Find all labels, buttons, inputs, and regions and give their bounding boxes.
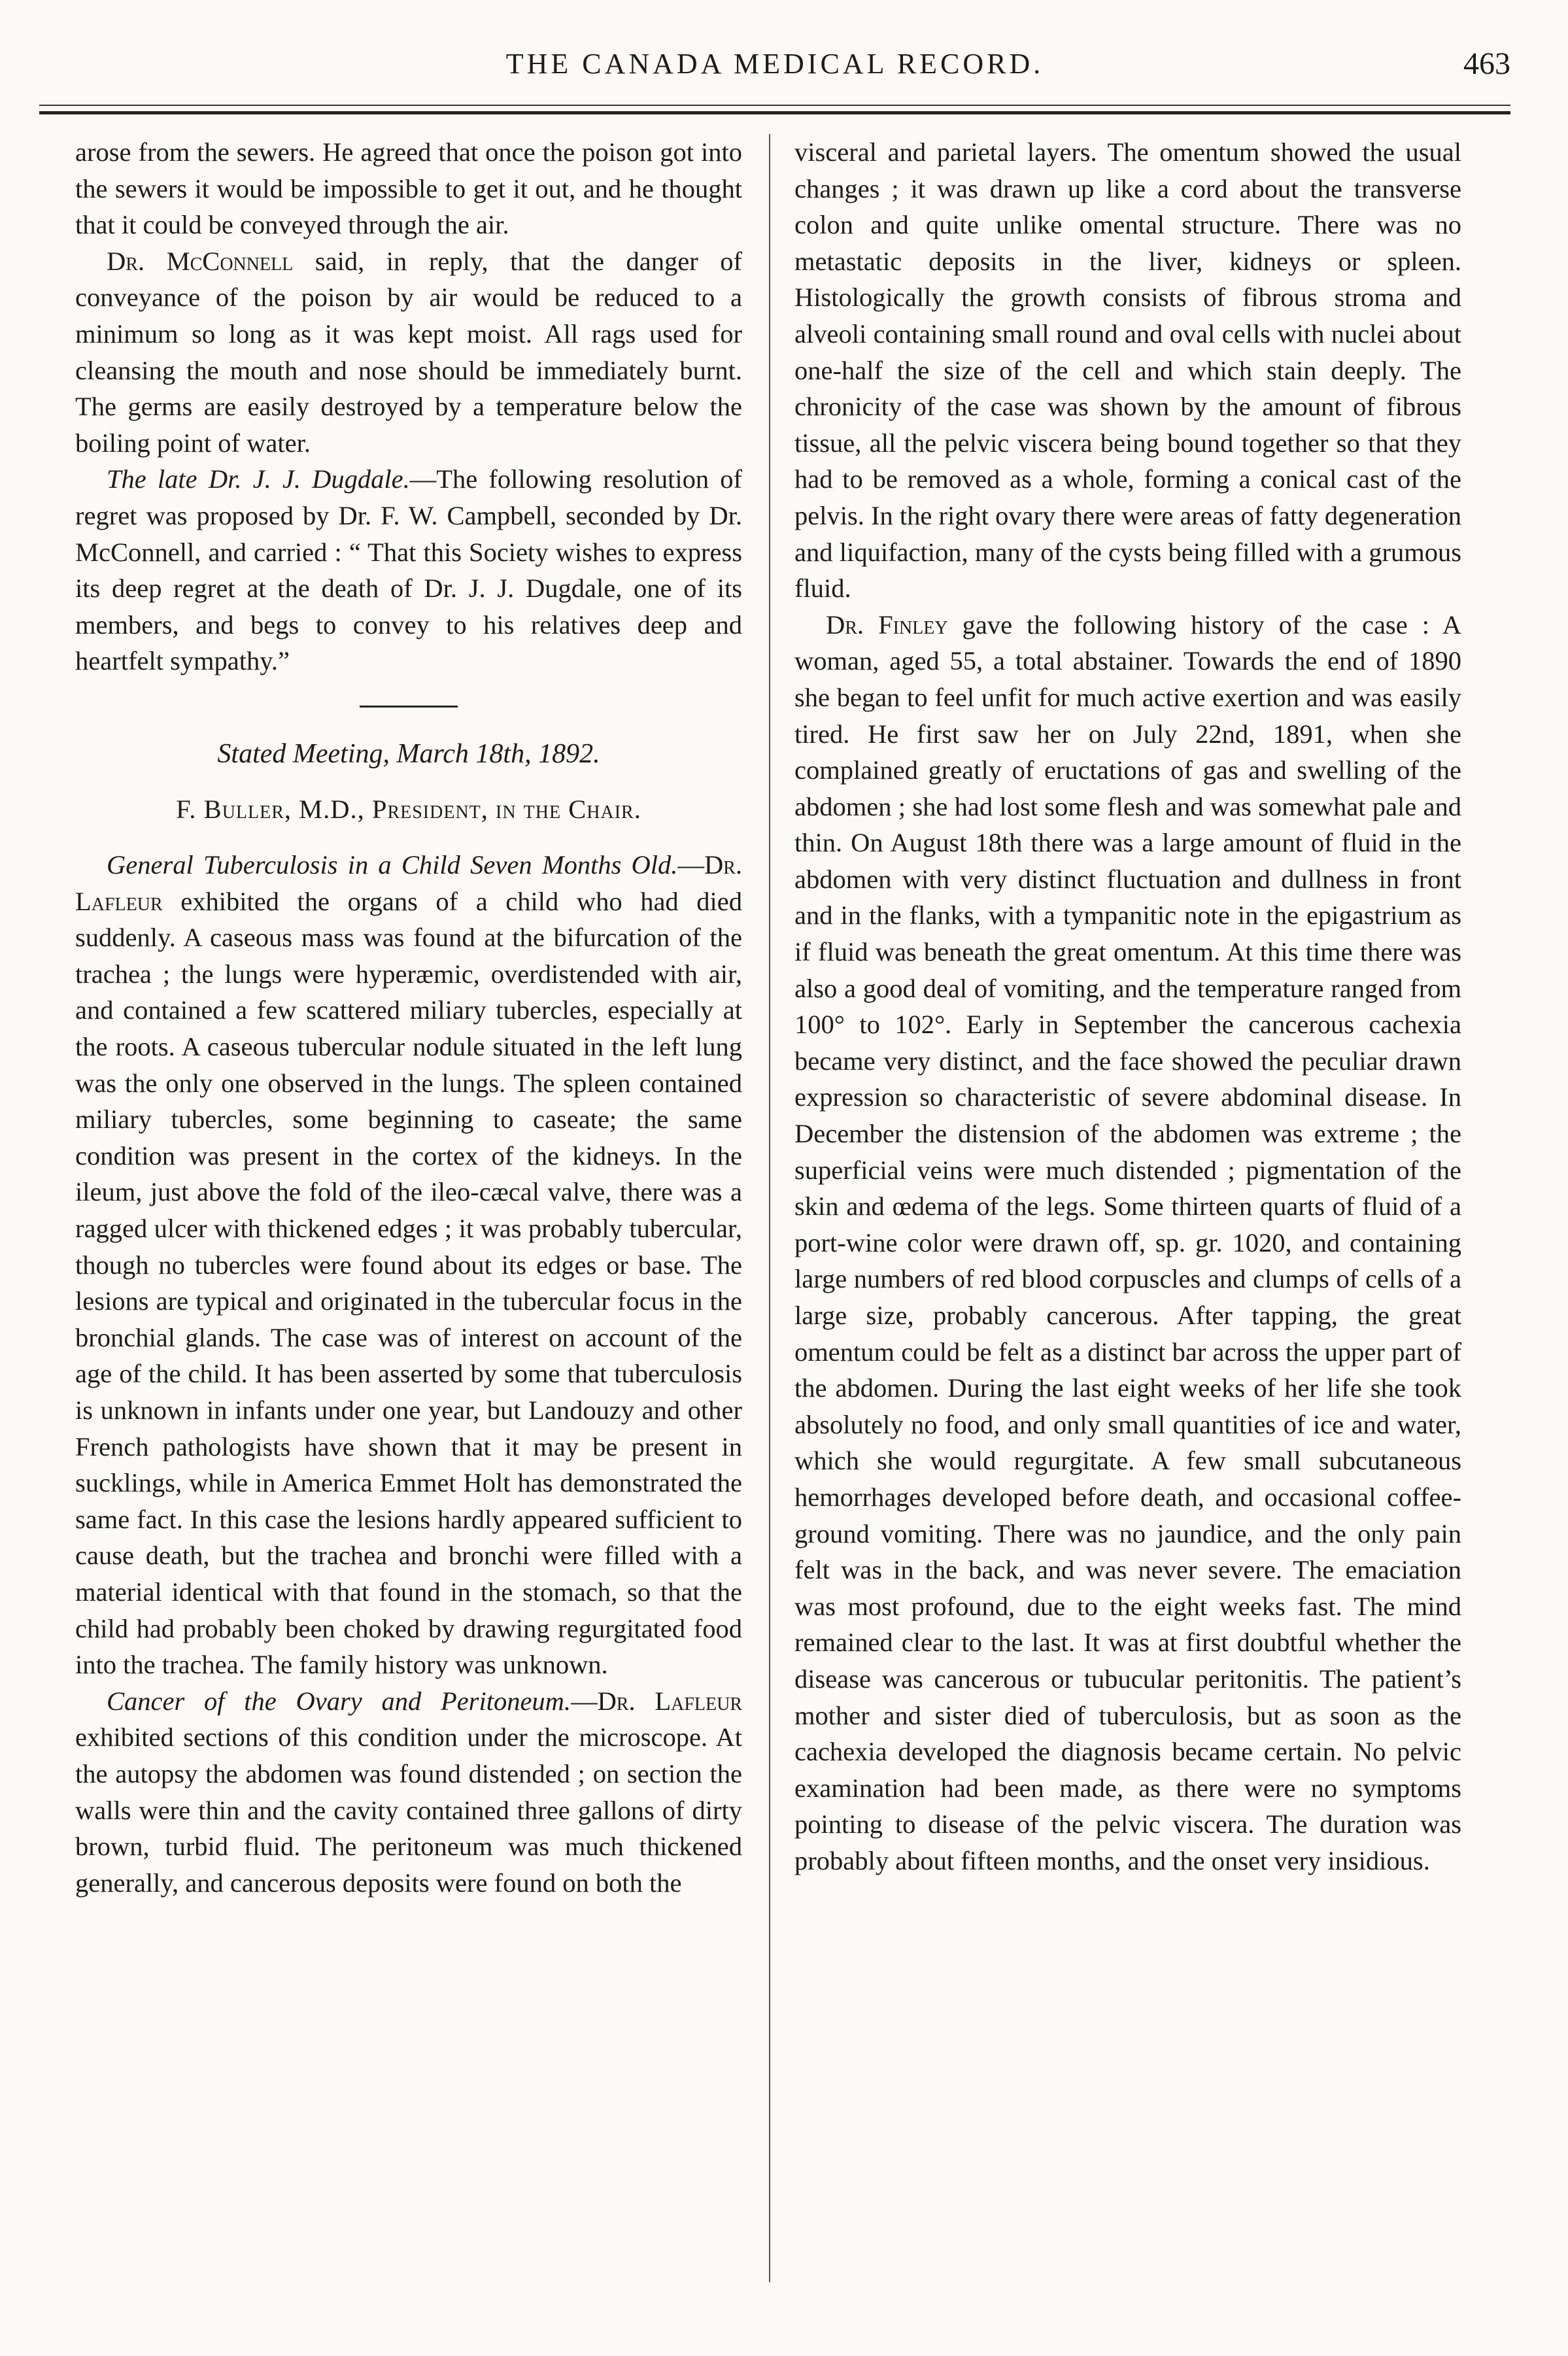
header-rule-thick — [39, 111, 1510, 114]
page-header — [39, 39, 1510, 98]
left-column — [75, 134, 742, 1901]
section-heading: General Tuberculosis in a Child Seven Months Old. — [107, 850, 678, 880]
meeting-title: Stated Meeting, March 18th, 1892. — [217, 738, 600, 769]
section-heading: Cancer of the Ovary and Peritoneum. — [107, 1686, 571, 1716]
speaker-name: Dr. Finley — [826, 609, 948, 640]
chair-line: F. Buller, M.D., President, in the Chair. — [176, 794, 641, 824]
paragraph-text: gave the following history of the case : A woman, aged 55, a total abstainer. Towards the end of 1890 she began to feel unfit for much active exertion and was easily tired. He first saw her on July 22nd, 1891, when she complained greatly of eructations of gas and swelling of the abdomen ; she had lost some flesh and was somewhat pale and thin. On August 18th there was a large amount of fluid in the abdomen with very distinct fluctuation and dullness in front and in the flanks, with a tympanitic note in the epigastrium as if fluid was beneath the great omentum. At this time there was also a good deal of vomiting, and the temperature ranged from 100° to 102°. Early in September the cancerous cachexia became very distinct, and the face showed the peculiar drawn expression so characteristic of severe abdominal disease. In December the distension of the abdomen was extreme ; the superficial veins were much distended ; pigmentation of the skin and œdema of the legs. Some thirteen quarts of fluid of a port-wine color were drawn off, sp. gr. 1020, and containing large numbers of red blood corpuscles and clumps of cells of a large size, probably cancerous. After tapping, the great omentum could be felt as a distinct bar across the upper part of the abdomen. During the last eight weeks of her life she took absolutely no food, and only small quantities of ice and water, which she would regurgitate. A few small subcutaneous hemorrhages developed before death, and occasional coffee-ground vomiting. There was no jaundice, and the only pain felt was in the back, and was never severe. The emaciation was most profound, due to the eight weeks fast. The mind remained clear to the last. It was at first doubtful whether the disease was cancerous or tubucular peritonitis. The patient’s mother and sister died of tuberculosis, but as soon as the cachexia developed the diagnosis became certain. No pelvic examination had been made, as there were no symptoms pointing to disease of the pelvic viscera. The duration was probably about fifteen months, and the onset very insidious. — [794, 609, 1462, 1875]
paragraph-ovary-cancer — [75, 1683, 742, 1902]
paragraph-finley-history — [794, 607, 1461, 1879]
paragraph-text: exhibited sections of this condition under the microscope. At the autopsy the abdomen was found distended ; on section the walls were thin and the cavity contained three gallons of dirty brown, turbid fluid. The peritoneum was much thickened generally, and cancerous deposits were found on both the — [75, 1722, 742, 1898]
running-title: THE CANADA MEDICAL RECORD. — [505, 48, 1044, 80]
speaker-name: Dr. McConnell — [107, 246, 294, 276]
paragraph-mcconnell-reply — [75, 243, 742, 462]
speaker-name: —Dr. Lafleur — [571, 1686, 743, 1716]
section-heading: The late Dr. J. J. Dugdale. — [107, 464, 410, 494]
speaker-name: —Dr. Lafleur — [75, 850, 742, 916]
paragraph-sewers-continued: arose from the sewers. He agreed that once the poison got into the sewers it would be impossible to get it out, and he thought that it could be conveyed through the air. — [75, 137, 742, 240]
column-divider — [769, 134, 770, 2282]
paragraph-dugdale-resolution — [75, 461, 742, 679]
section-separator — [360, 706, 458, 708]
paragraph-text: said, in reply, that the danger of conveyance of the poison by air would be reduced to a minimum so long as it was kept moist. All rags used for cleansing the mouth and nose should be immediately burnt. The germs are easily destroyed by a temperature below the boiling point of water. — [75, 246, 742, 458]
header-rule-thin — [39, 105, 1510, 106]
paragraph-text: —The following resolution of regret was proposed by Dr. F. W. Campbell, seconded by Dr. McConnell, and carried : “ That this Society wishes to express its deep regret at the death of Dr. J. J. Dugdale, one of its members, and begs to convey to his relatives deep and heartfelt sympathy.” — [75, 464, 742, 676]
paragraph-visceral-continued: visceral and parietal layers. The omentum showed the usual changes ; it was drawn up like a cord about the transverse colon and quite unlike omental structure. There was no metastatic deposits in the liver, kidneys or spleen. Histologically the growth consists of fibrous stroma and alveoli containing small round and oval cells with nuclei about one-half the size of the cell and which stain deeply. The chronicity of the case was shown by the amount of fibrous tissue, all the pelvic viscera being bound together so that they had to be removed as a whole, forming a conical cast of the pelvis. In the right ovary there were areas of fatty degeneration and liquifaction, many of the cysts being filled with a grumous fluid. — [794, 137, 1461, 604]
page-number: 463 — [1463, 46, 1510, 81]
right-column — [794, 134, 1461, 1879]
paragraph-text: exhibited the organs of a child who had died suddenly. A caseous mass was found at the bifurcation of the trachea ; the lungs were hyperæmic, overdistended with air, and contained a few scattered miliary tubercles, especially at the roots. A caseous tubercular nodule situated in the left lung was the only one observed in the lungs. The spleen contained miliary tubercles, some beginning to caseate; the same condition was present in the cortex of the kidneys. In the ileum, just above the fold of the ileo-cæcal valve, there was a ragged ulcer with thickened edges ; it was probably tubercular, though no tubercles were found about its edges or base. The lesions are typical and originated in the tubercular focus in the bronchial glands. The case was of interest on account of the age of the child. It has been asserted by some that tuberculosis is unknown in infants under one year, but Landouzy and other French pathologists have shown that it may be present in sucklings, while in America Emmet Holt has demonstrated the same fact. In this case the lesions hardly appeared sufficient to cause death, but the trachea and bronchi were filled with a material identical with that found in the stomach, so that the child had probably been choked by drawing regurgitated food into the trachea. The family history was unknown. — [75, 886, 742, 1680]
paragraph-tuberculosis-case — [75, 847, 742, 1683]
